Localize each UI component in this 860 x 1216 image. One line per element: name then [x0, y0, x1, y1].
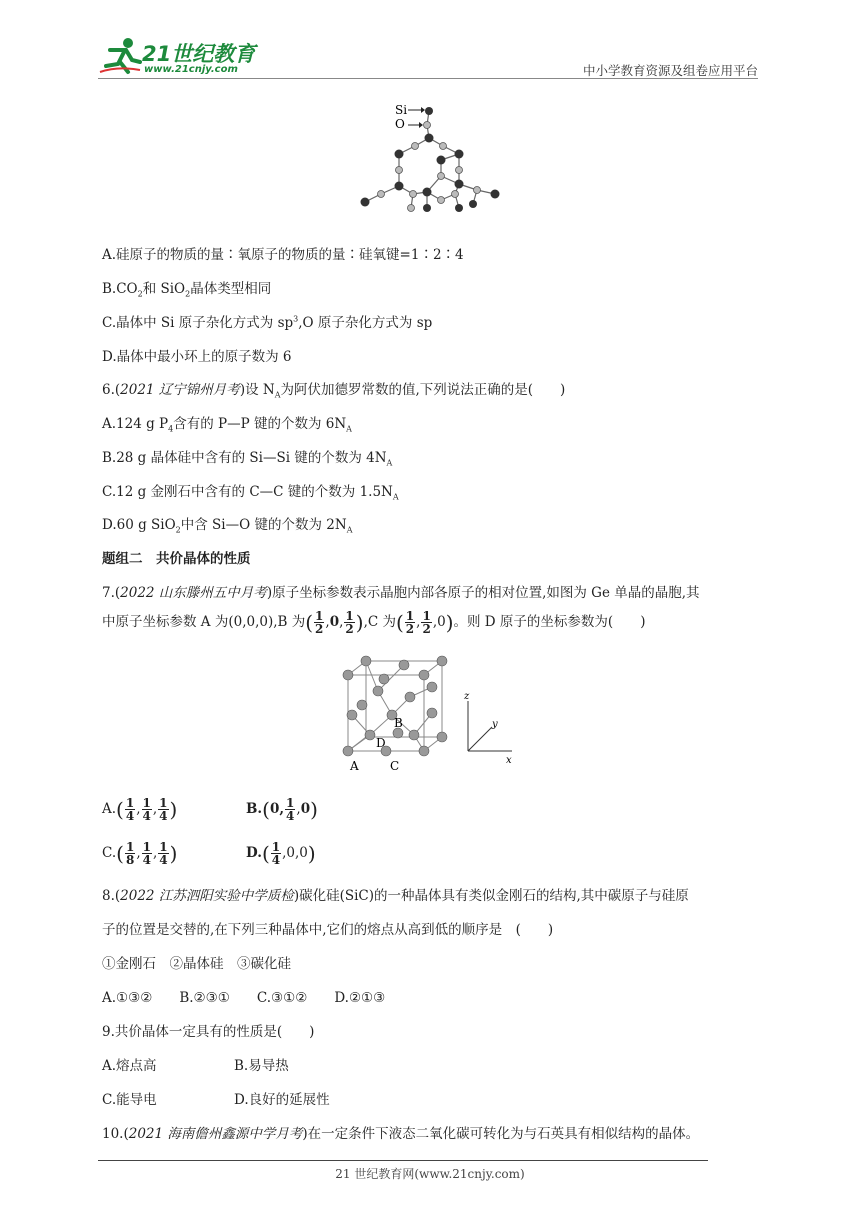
sio2-structure-figure — [355, 98, 505, 220]
o-label: O — [395, 117, 405, 131]
q5-option-d: D.晶体中最小环上的原子数为 6 — [102, 349, 292, 365]
q6-option-d: D.60 g SiO$_2$中含 Si—O 键的个数为 $2N_A$ — [102, 517, 353, 535]
q6-option-c: C.12 g 金刚石中含有的 C—C 键的个数为 $1.5N_A$ — [102, 484, 399, 502]
q7-stem-line2: 中原子坐标参数 A 为(0,0,0),B 为( $\frac{1}{2}$ ,0, $\frac{1}{2}$ ),C 为( $\frac{1}{2}$ , $\frac{1}{2}$ ,0)。则 D 原子的坐标参数为( ) — [102, 609, 646, 636]
q8-items: ①金刚石 ②晶体硅 ③碳化硅 — [102, 956, 291, 972]
footer-divider — [98, 1160, 708, 1161]
q7-option-b: B.(0, $\frac{1}{4}$ ,0) — [246, 796, 318, 823]
q7-option-a: A.( $\frac{1}{4}$ , $\frac{1}{4}$ , $\frac{1}{4}$ ) — [102, 796, 178, 823]
section-title: 题组二 共价晶体的性质 — [102, 551, 251, 567]
ge-unit-cell-figure — [340, 655, 520, 773]
q6-option-a: A.124 g $P_4$含有的 P—P 键的个数为 $6N_A$ — [102, 416, 352, 434]
logo-text: 21世纪教育 — [142, 42, 256, 66]
axis-y: y — [492, 719, 498, 730]
q8-stem-line2: 子的位置是交替的,在下列三种晶体中,它们的熔点从高到低的顺序是 ( ) — [102, 922, 554, 938]
q9-option-a: A.熔点高 — [102, 1058, 157, 1074]
q7-stem-line1: 7.(2022 山东滕州五中月考)原子坐标参数表示晶胞内部各原子的相对位置,如图为 Ge 单晶的晶胞,其 — [102, 585, 700, 601]
label-b: B — [394, 716, 403, 730]
header-tagline: 中小学教育资源及组卷应用平台 — [582, 63, 758, 78]
label-a: A — [350, 759, 359, 773]
q7-option-c: C.( $\frac{1}{8}$ , $\frac{1}{4}$ , $\frac{1}{4}$ ) — [102, 840, 178, 867]
q5-option-a: A.硅原子的物质的量∶氧原子的物质的量∶硅氧键=1∶2∶4 — [102, 247, 464, 263]
page-header — [98, 30, 758, 80]
q9-option-b: B.易导热 — [234, 1058, 289, 1074]
q5-option-c: C.晶体中 Si 原子杂化方式为 $sp^3,O$ 原子杂化方式为 sp — [102, 314, 433, 331]
q9-stem: 9.共价晶体一定具有的性质是( ) — [102, 1024, 315, 1040]
runner-icon — [98, 36, 142, 76]
q7-option-d: D.( $\frac{1}{4}$ ,0,0) — [246, 840, 316, 867]
site-logo — [98, 36, 258, 76]
label-d: D — [376, 736, 386, 750]
q10-stem: 10.(2021 海南儋州鑫源中学月考)在一定条件下液态二氧化碳可转化为与石英具有相似结构的晶体。 — [102, 1126, 700, 1142]
q6-stem: 6.(2021 辽宁锦州月考)设 $N_A$为阿伏加德罗常数的值,下列说法正确的是( ) — [102, 382, 566, 400]
label-c: C — [390, 759, 400, 773]
q6-option-b: B.28 g 晶体硅中含有的 Si—Si 键的个数为 $4N_A$ — [102, 450, 393, 468]
q9-option-c: C.能导电 — [102, 1092, 157, 1108]
axis-x: x — [506, 755, 512, 766]
footer-text: 21 世纪教育网(www.21cnjy.com) — [335, 1167, 525, 1181]
q5-option-b: $B.CO_2$和 SiO$_2$晶体类型相同 — [102, 281, 272, 299]
logo-url: www.21cnjy.com — [144, 64, 238, 75]
axis-z: z — [464, 691, 470, 702]
q8-stem-line1: 8.(2022 江苏泗阳实验中学质检)碳化硅(SiC)的一种晶体具有类似金刚石的结构,其中碳原子与硅原 — [102, 888, 689, 904]
si-label: Si — [395, 103, 408, 117]
q9-option-d: D.良好的延展性 — [234, 1092, 330, 1108]
header-divider — [98, 78, 758, 79]
q8-options: A.①③② B.②③① C.③①② D.②①③ — [102, 990, 386, 1006]
